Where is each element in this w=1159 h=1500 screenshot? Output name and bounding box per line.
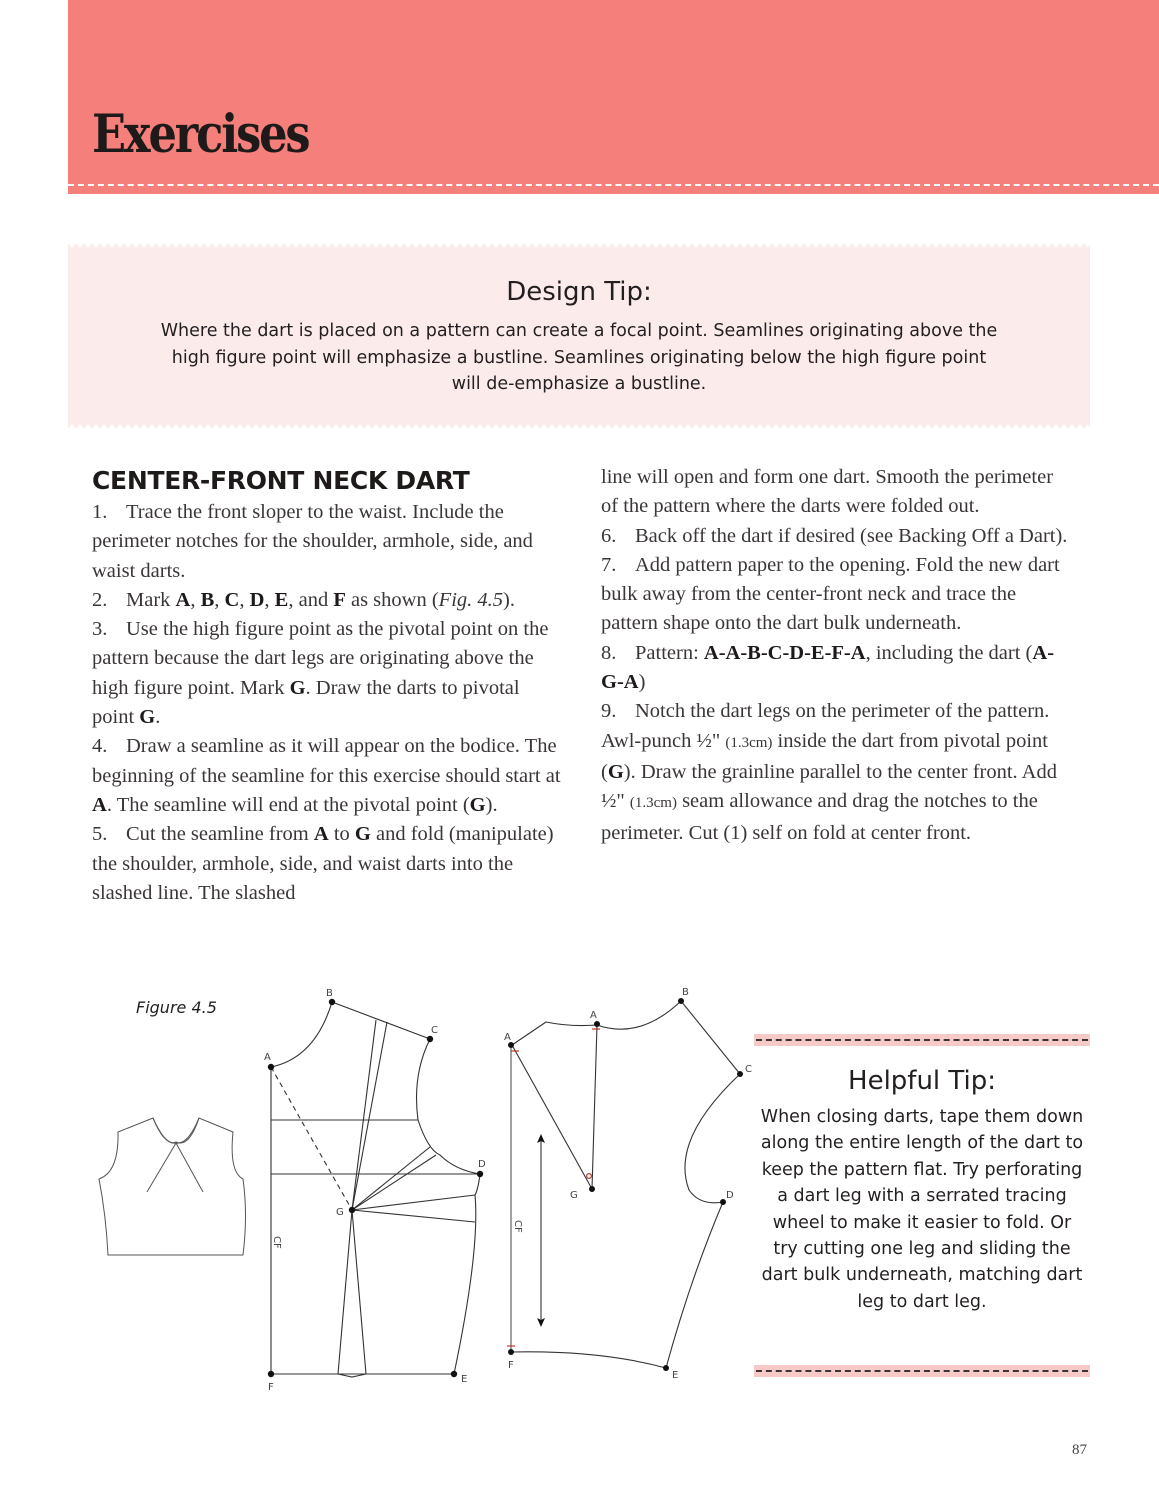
helpful-tip-stitch-bottom: [754, 1365, 1090, 1377]
shoulder-dart-leg-1: [352, 1020, 376, 1210]
bold-term: B: [200, 588, 215, 611]
pattern-neckline: [597, 1001, 681, 1029]
armhole-dart-leg-1: [352, 1147, 430, 1210]
bold-term: A-A-B-C-D-E-F-A: [703, 641, 866, 664]
sloper-label-b: B: [326, 988, 333, 999]
bold-term: F: [333, 588, 346, 611]
step-text: ,: [190, 588, 201, 611]
sloper-armhole: [417, 1039, 481, 1174]
pattern-label-c: C: [745, 1064, 752, 1075]
bold-term: A-G-A: [601, 641, 1055, 694]
bold-term: G: [354, 823, 371, 846]
step-text: Cut the seamline from: [126, 823, 314, 846]
sloper-point-g: [349, 1207, 355, 1213]
step-text: seam allowance and drag the notches to the perimeter. Cut (1) self on fold at center front.: [601, 790, 1038, 844]
pattern-point-f: [508, 1349, 514, 1355]
step-text: Pattern:: [635, 641, 704, 664]
bold-term: D: [249, 588, 265, 611]
step-number: 4.: [92, 735, 108, 758]
step-number: 9.: [601, 700, 617, 723]
shoulder-dart-leg-2: [352, 1022, 387, 1210]
bold-term: G: [139, 706, 156, 729]
page-number: 87: [1072, 1442, 1087, 1458]
step-number: 7.: [601, 553, 617, 576]
awl-punch-mark: [587, 1174, 592, 1179]
bold-term: G: [469, 793, 486, 816]
pattern-point-a2: [594, 1021, 600, 1027]
pattern-label-f: F: [508, 1360, 514, 1371]
sloper-label-f: F: [268, 1382, 274, 1393]
sloper-point-d: [477, 1171, 483, 1177]
step-text: . Draw the darts to pivotal point: [92, 676, 520, 729]
sloper-label-a: A: [264, 1052, 271, 1063]
step-text: ,: [264, 588, 275, 611]
page-title: Exercises: [92, 104, 309, 165]
bold-term: G: [607, 760, 624, 783]
sloper-label-g: G: [336, 1207, 344, 1218]
pattern-side-seam: [666, 1202, 723, 1368]
bold-term: C: [224, 588, 240, 611]
pattern-waist: [511, 1352, 666, 1368]
step-text: as shown (: [345, 588, 439, 611]
design-tip-body: Where the dart is placed on a pattern can create a focal point. Seamlines originating above the high figure point will emphasize a bustline. Seamlines originating below the high figure point will de-emphasize a bustline.: [160, 321, 998, 394]
step-number: 2.: [92, 588, 108, 611]
step-text: and fold (manipulate) the shoulder, armhole, side, and waist darts into the slashed line. The slashed: [92, 823, 554, 904]
pattern-point-g: [589, 1186, 595, 1192]
helpful-tip-stitch-top: [754, 1034, 1090, 1046]
sloper-label-c: C: [431, 1025, 438, 1036]
step-number: 3.: [92, 618, 108, 641]
thumbnail-dart-leg-right: [176, 1143, 203, 1192]
pattern-label-a2: A: [590, 1010, 597, 1021]
helpful-tip-box: [754, 1034, 1090, 1378]
pattern-neck-left: [512, 1022, 597, 1045]
pattern-points: [508, 998, 743, 1371]
figure-reference: Fig. 4.5: [438, 588, 504, 611]
step-text: ,: [214, 588, 225, 611]
bold-term: A: [175, 588, 191, 611]
pattern-point-e: [663, 1365, 669, 1371]
sloper-points: [268, 999, 483, 1377]
pattern-label-d: D: [726, 1190, 734, 1201]
step-text: inside the dart from pivotal point (: [601, 729, 1048, 783]
step-text: to: [328, 823, 355, 846]
step-text: ). Draw the grainline parallel to the center front. Add ½": [601, 760, 1057, 813]
side-dart-leg-2: [352, 1210, 475, 1222]
sloper-point-b: [329, 999, 335, 1005]
step-number: 1.: [92, 501, 108, 523]
section-heading: CENTER-FRONT NECK DART: [92, 466, 470, 495]
pattern-label-g: G: [570, 1190, 578, 1201]
step-number: 8.: [601, 641, 617, 664]
sloper-side-seam: [454, 1174, 480, 1374]
metric-measure: (1.3cm): [629, 795, 677, 812]
pattern-label-e: E: [672, 1370, 679, 1381]
pattern-point-b: [678, 998, 684, 1004]
sloper-shoulder: [332, 1002, 430, 1039]
sloper-point-a: [268, 1064, 274, 1070]
sloper-neckline: [271, 1002, 332, 1067]
step-text: ,: [239, 588, 250, 611]
bold-term: A: [92, 793, 107, 816]
front-sloper: [271, 1002, 480, 1377]
pattern-label-cf: CF: [512, 1220, 523, 1233]
side-dart-leg-1: [352, 1195, 475, 1210]
step-text: .: [155, 706, 161, 729]
step-text: , and: [288, 588, 334, 611]
step-text: Notch the dart legs on the perimeter of the pattern. Awl-punch ½": [601, 700, 1050, 752]
metric-measure: (1.3cm): [725, 734, 773, 751]
sloper-labels: [264, 988, 486, 1393]
waist-dart-leg-1: [338, 1210, 352, 1374]
bold-term: A: [313, 823, 329, 846]
pattern-dart-leg-2: [592, 1025, 597, 1189]
figure-caption: Figure 4.5: [136, 998, 217, 1017]
finished-pattern: [511, 1001, 740, 1368]
step-text: Use the high figure point as the pivotal point on the pattern because the dart legs are originating above the high figure point. Mark: [92, 618, 549, 699]
step-text: ): [638, 671, 646, 694]
pattern-shoulder: [681, 1001, 740, 1074]
step-text: . The seamline will end at the pivotal point (: [106, 793, 470, 816]
sloper-label-cf: CF: [271, 1236, 282, 1249]
pattern-label-b: B: [682, 987, 689, 998]
waist-dart-leg-2: [352, 1210, 366, 1374]
step-text: Back off the dart if desired (see Backing Off a Dart).: [635, 524, 1068, 547]
sloper-point-e: [451, 1371, 457, 1377]
pattern-armhole: [685, 1074, 740, 1203]
design-tip-title: Design Tip:: [506, 277, 652, 307]
seamline-dashed: [271, 1067, 352, 1210]
step-text: ).: [503, 588, 515, 611]
sloper-label-e: E: [461, 1374, 468, 1385]
helpful-tip-body: When closing darts, tape them down along the entire length of the dart to keep the pattern flat. Try perforating a dart leg with a serrated tracing wheel to make it easier to fold. Or try cutting one leg and sliding the dart bulk underneath, matching dart leg to dart leg.: [760, 1107, 1084, 1312]
bodice-thumbnail: [99, 1118, 246, 1255]
sloper-point-f: [268, 1371, 274, 1377]
step-text: ).: [485, 793, 498, 816]
bold-term: E: [274, 588, 289, 611]
helpful-tip-title: Helpful Tip:: [848, 1066, 996, 1096]
thumbnail-outline: [99, 1118, 246, 1255]
pattern-label-a1: A: [504, 1032, 511, 1043]
step-text: line will open and form one dart. Smooth the perimeter of the pattern where the darts were folded out.: [601, 466, 1054, 518]
pattern-dart-leg-1: [512, 1045, 592, 1189]
step-text: , including the dart (: [865, 641, 1033, 664]
sloper-point-c: [427, 1036, 433, 1042]
thumbnail-dart-leg-left: [147, 1143, 176, 1192]
pattern-point-c: [737, 1071, 743, 1077]
step-text: Draw a seamline as it will appear on the bodice. The beginning of the seamline for this exercise should start at: [92, 735, 561, 787]
sloper-label-d: D: [478, 1159, 486, 1170]
step-number: 5.: [92, 823, 108, 846]
step-text: Mark: [126, 588, 176, 611]
pattern-notches: [507, 1029, 600, 1346]
step-text: Trace the front sloper to the waist. Include the perimeter notches for the shoulder, armhole, side, and waist darts.: [92, 501, 533, 582]
step-number: 6.: [601, 524, 617, 547]
step-text: Add pattern paper to the opening. Fold the new dart bulk away from the center-front neck and trace the pattern shape onto the dart bulk underneath.: [601, 553, 1060, 635]
bold-term: G: [289, 676, 306, 699]
